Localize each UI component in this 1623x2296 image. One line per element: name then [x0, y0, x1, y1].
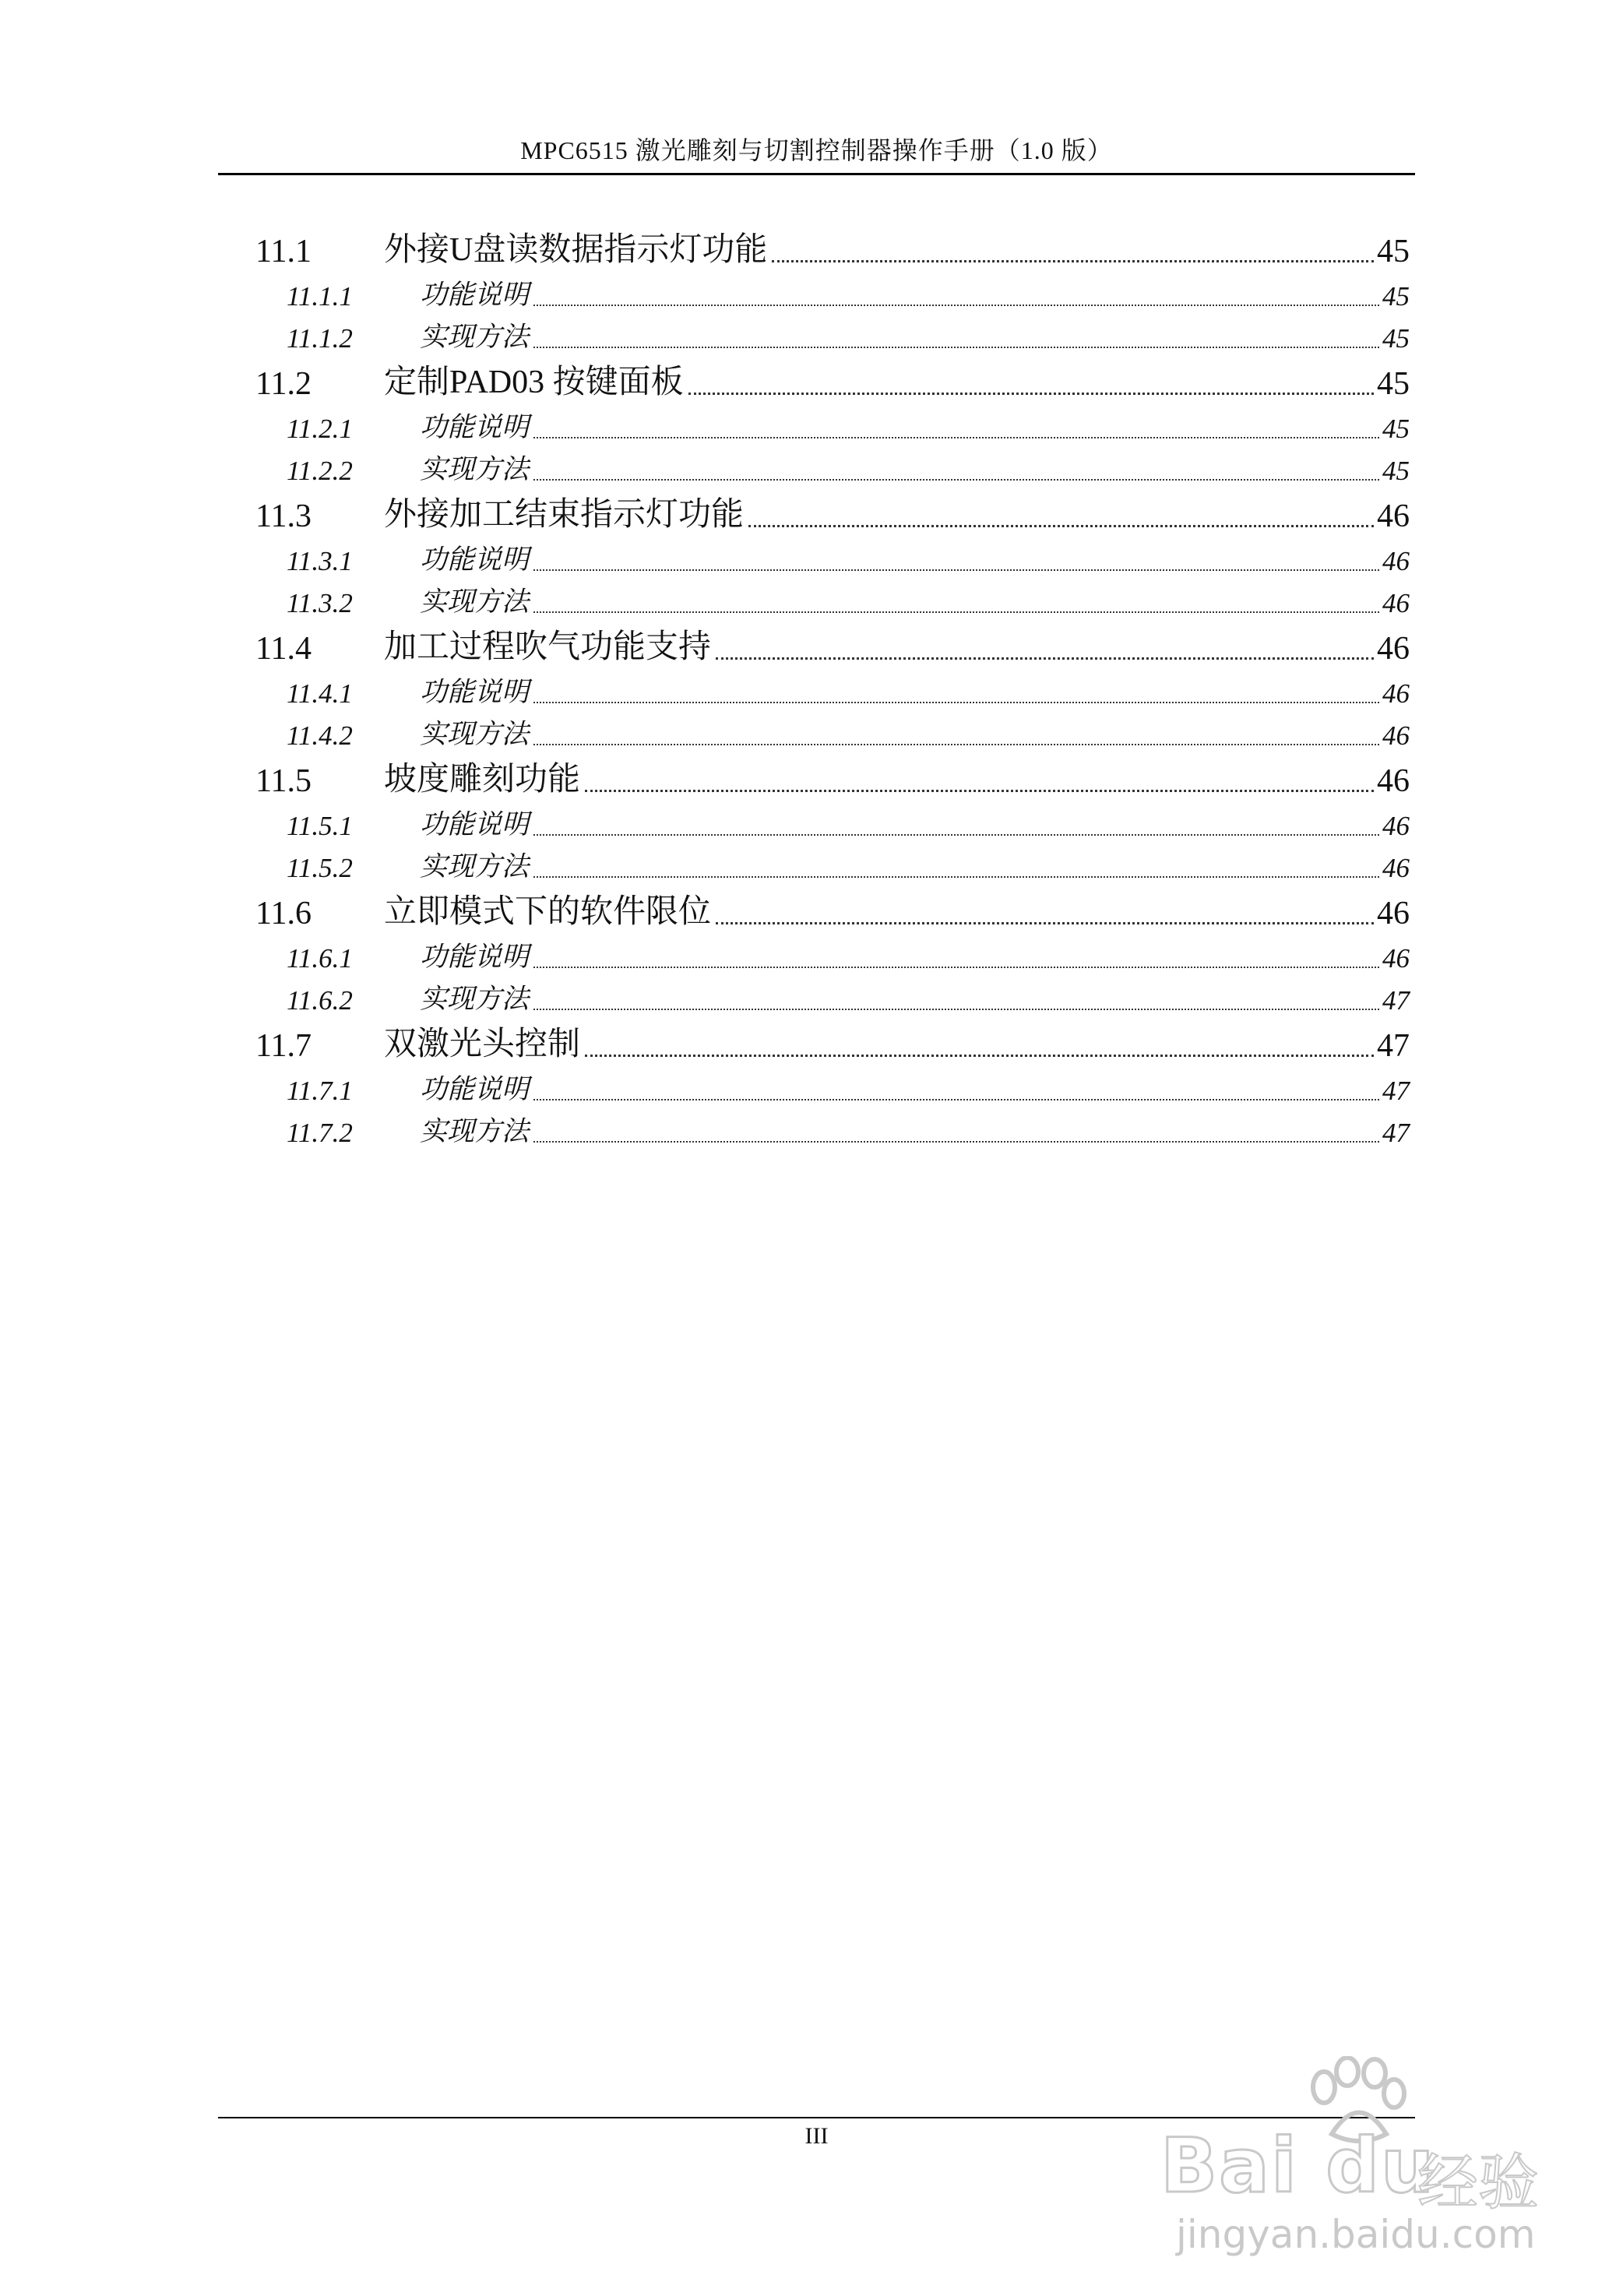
toc-entry-title: 实现方法 [420, 984, 530, 1014]
toc-entry-number: 11.2.1 [287, 414, 353, 444]
toc-entry-page: 45 [1382, 281, 1410, 312]
toc-entry-page: 47 [1377, 1028, 1410, 1064]
toc-entry-title: 实现方法 [420, 322, 530, 352]
toc-section-row[interactable] [255, 752, 1410, 800]
toc-subsection-row[interactable] [255, 403, 1410, 445]
page-header-title: MPC6515 激光雕刻与切割控制器操作手册（1.0 版） [520, 136, 1113, 164]
toc-entry-page: 45 [1382, 323, 1410, 354]
toc-entry-number: 11.5.2 [287, 853, 353, 883]
toc-entry-page: 46 [1382, 546, 1410, 576]
toc-dot-leader [533, 611, 1379, 613]
toc-entry-page: 46 [1382, 588, 1410, 618]
toc-entry-page: 46 [1377, 498, 1410, 534]
toc-entry-number: 11.4 [255, 631, 312, 667]
toc-dot-leader [533, 1099, 1379, 1100]
toc-entry-title: 实现方法 [420, 1116, 530, 1146]
watermark-brand-cn: 经验 [1417, 2148, 1540, 2218]
toc-entry-title: 立即模式下的软件限位 [384, 894, 712, 930]
watermark-brand: Bai du [1160, 2122, 1436, 2210]
toc-section-row[interactable] [255, 884, 1410, 932]
toc-entry-title: 功能说明 [420, 677, 530, 707]
toc-entry-page: 46 [1382, 720, 1410, 751]
toc-dot-leader [533, 347, 1379, 348]
toc-entry-number: 11.4.2 [287, 720, 353, 751]
toc-dot-leader [533, 479, 1379, 481]
toc-subsection-row[interactable] [255, 667, 1410, 710]
toc-entry-page: 46 [1377, 631, 1410, 667]
toc-section-row[interactable] [255, 1016, 1410, 1065]
toc-subsection-row[interactable] [255, 974, 1410, 1016]
toc-entry-page: 45 [1382, 414, 1410, 444]
toc-entry-number: 11.6 [255, 896, 312, 931]
page-number: III [804, 2123, 829, 2149]
toc-entry-number: 11.5 [255, 763, 312, 799]
toc-entry-title: 功能说明 [420, 412, 530, 442]
toc-entry-number: 11.2.2 [287, 456, 353, 486]
toc-dot-leader [533, 876, 1379, 878]
toc-entry-title: 双激光头控制 [384, 1027, 581, 1062]
toc-dot-leader [772, 260, 1374, 262]
toc-section-row[interactable] [255, 222, 1410, 270]
toc-entry-number: 11.2 [255, 366, 312, 402]
toc-subsection-row[interactable] [255, 270, 1410, 312]
toc-entry-title: 功能说明 [420, 1074, 530, 1104]
toc-entry-title: 实现方法 [420, 454, 530, 484]
toc-subsection-row[interactable] [255, 535, 1410, 577]
toc-dot-leader [533, 834, 1379, 836]
toc-dot-leader [688, 393, 1374, 395]
toc-subsection-row[interactable] [255, 1065, 1410, 1107]
toc-entry-page: 46 [1377, 896, 1410, 931]
toc-dot-leader [533, 1009, 1379, 1010]
toc-subsection-row[interactable] [255, 932, 1410, 974]
toc-section-row[interactable] [255, 354, 1410, 403]
toc-entry-title: 功能说明 [420, 544, 530, 575]
toc-entry-title: 加工过程吹气功能支持 [384, 629, 712, 665]
toc-entry-title: 功能说明 [420, 809, 530, 840]
toc-subsection-row[interactable] [255, 1107, 1410, 1149]
baidu-watermark [1160, 2056, 1565, 2259]
toc-entry-title: 实现方法 [420, 719, 530, 749]
toc-entry-page: 46 [1377, 763, 1410, 799]
toc-entry-number: 11.7.1 [287, 1076, 353, 1106]
toc-section-row[interactable] [255, 619, 1410, 667]
toc-entry-number: 11.6.2 [287, 985, 353, 1016]
toc-dot-leader [533, 1141, 1379, 1143]
toc-entry-number: 11.3.1 [287, 546, 353, 576]
toc-entry-title: 外接U盘读数据指示灯功能 [384, 232, 768, 268]
toc-subsection-row[interactable] [255, 710, 1410, 752]
toc-entry-page: 46 [1382, 678, 1410, 709]
header-rule [218, 173, 1415, 175]
toc-dot-leader [716, 922, 1374, 924]
toc-dot-leader [533, 967, 1379, 968]
toc-subsection-row[interactable] [255, 800, 1410, 842]
toc-entry-number: 11.6.1 [287, 943, 353, 974]
toc-dot-leader [585, 790, 1374, 792]
toc-entry-title: 坡度雕刻功能 [384, 762, 581, 798]
toc-entry-page: 45 [1377, 366, 1410, 402]
toc-entry-number: 11.7.2 [287, 1118, 353, 1148]
toc-subsection-row[interactable] [255, 445, 1410, 487]
toc-entry-title: 功能说明 [420, 280, 530, 310]
toc-entry-page: 45 [1382, 456, 1410, 486]
toc-entry-number: 11.4.1 [287, 678, 353, 709]
toc-dot-leader [533, 305, 1379, 306]
toc-subsection-row[interactable] [255, 577, 1410, 619]
toc-entry-number: 11.5.1 [287, 811, 353, 841]
table-of-contents [255, 222, 1410, 1149]
toc-entry-number: 11.1.1 [287, 281, 353, 312]
toc-dot-leader [533, 569, 1379, 571]
toc-entry-title: 实现方法 [420, 586, 530, 617]
toc-subsection-row[interactable] [255, 842, 1410, 884]
toc-entry-title: 实现方法 [420, 851, 530, 882]
toc-dot-leader [585, 1055, 1374, 1057]
toc-subsection-row[interactable] [255, 312, 1410, 354]
toc-entry-page: 46 [1382, 853, 1410, 883]
toc-dot-leader [748, 525, 1374, 527]
toc-entry-page: 46 [1382, 943, 1410, 974]
toc-entry-title: 外接加工结束指示灯功能 [384, 497, 745, 533]
toc-entry-page: 45 [1377, 234, 1410, 269]
toc-entry-number: 11.1.2 [287, 323, 353, 354]
toc-entry-number: 11.1 [255, 234, 312, 269]
toc-entry-title: 功能说明 [420, 942, 530, 972]
watermark-domain: jingyan.baidu.com [1176, 2212, 1536, 2257]
toc-entry-page: 47 [1382, 985, 1410, 1016]
toc-entry-page: 46 [1382, 811, 1410, 841]
toc-dot-leader [533, 437, 1379, 438]
toc-dot-leader [533, 702, 1379, 703]
toc-section-row[interactable] [255, 487, 1410, 535]
toc-entry-number: 11.3 [255, 498, 312, 534]
toc-entry-page: 47 [1382, 1076, 1410, 1106]
toc-entry-number: 11.3.2 [287, 588, 353, 618]
toc-dot-leader [533, 744, 1379, 745]
toc-dot-leader [716, 657, 1374, 660]
toc-entry-number: 11.7 [255, 1028, 312, 1064]
toc-entry-title: 定制PAD03 按键面板 [384, 364, 684, 400]
toc-entry-page: 47 [1382, 1118, 1410, 1148]
